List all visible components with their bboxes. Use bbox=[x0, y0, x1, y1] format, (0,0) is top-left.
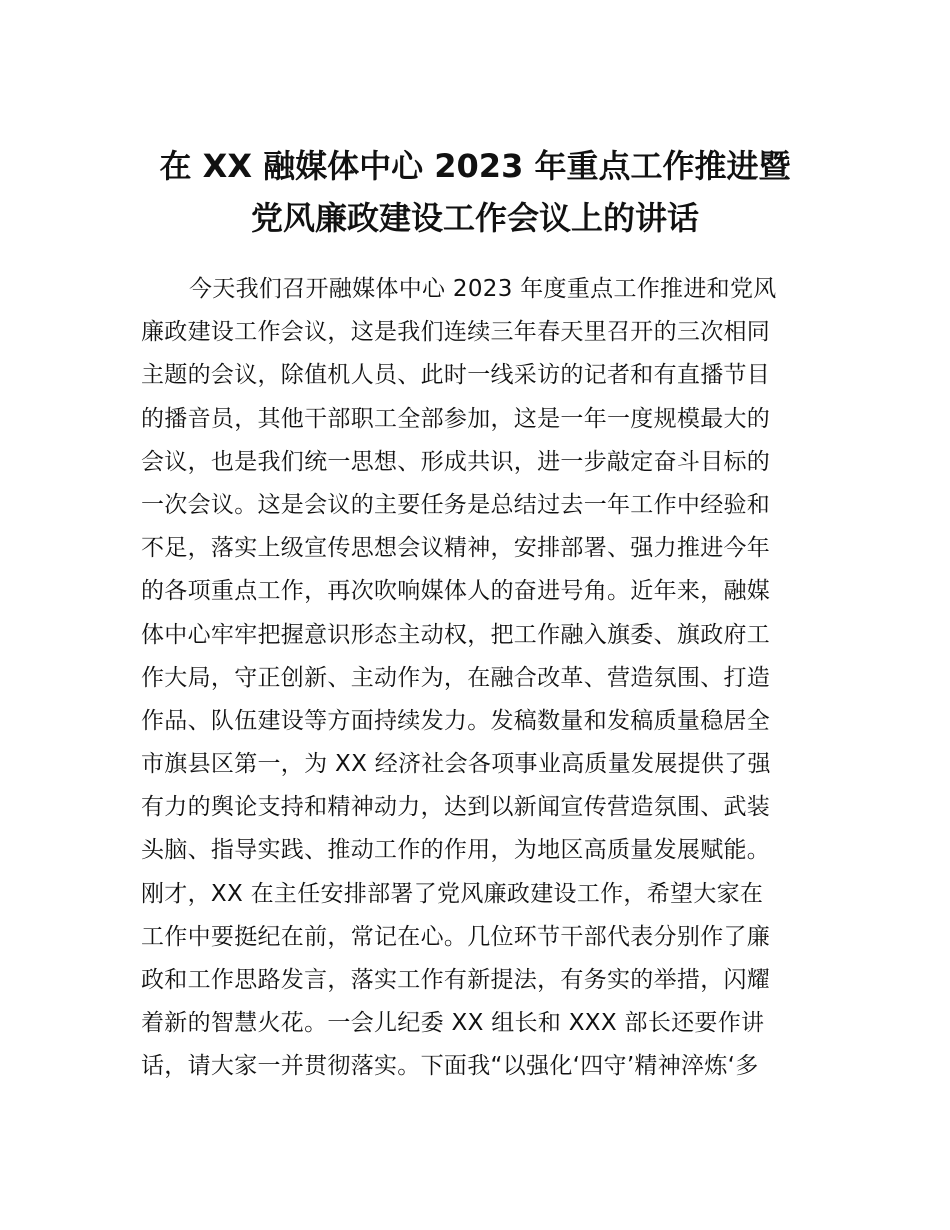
paragraph-line: 工作中要挺纪在前，常记在心。几位环节干部代表分别作了廉 bbox=[141, 923, 771, 950]
document-title-line-1: 在 XX 融媒体中心 2023 年重点工作推进暨 bbox=[159, 147, 791, 185]
paragraph-line: 头脑、指导实践、推动工作的作用，为地区高质量发展赋能。 bbox=[141, 837, 771, 864]
paragraph-line: 话，请大家一并贯彻落实。下面我“以强化‘四守’精神淬炼‘多 bbox=[141, 1053, 759, 1080]
paragraph-line: 作品、队伍建设等方面持续发力。发稿数量和发稿质量稳居全 bbox=[141, 707, 771, 734]
paragraph-line: 会议，也是我们统一思想、形成共识，进一步敲定奋斗目标的 bbox=[141, 448, 771, 475]
paragraph-line: 主题的会议，除值机人员、此时一线采访的记者和有直播节目 bbox=[141, 362, 771, 389]
document-body bbox=[141, 268, 821, 1089]
paragraph-line: 不足，落实上级宣传思想会议精神，安排部署、强力推进今年 bbox=[141, 535, 771, 562]
paragraph-line: 着新的智慧火花。一会儿纪委 XX 组长和 XXX 部长还要作讲 bbox=[141, 1010, 765, 1037]
paragraph-line: 刚才，XX 在主任安排部署了党风廉政建设工作，希望大家在 bbox=[141, 880, 764, 907]
paragraph-line: 市旗县区第一，为 XX 经济社会各项事业高质量发展提供了强 bbox=[141, 751, 771, 778]
paragraph-line: 的播音员，其他干部职工全部参加，这是一年一度规模最大的 bbox=[141, 405, 771, 432]
paragraph-line: 今天我们召开融媒体中心 2023 年度重点工作推进和党风 bbox=[189, 276, 777, 302]
paragraph-line: 一次会议。这是会议的主要任务是总结过去一年工作中经验和 bbox=[141, 491, 771, 518]
paragraph-line: 政和工作思路发言，落实工作有新提法，有务实的举措，闪耀 bbox=[141, 967, 771, 993]
paragraph-line: 体中心牢牢把握意识形态主动权，把工作融入旗委、旗政府工 bbox=[141, 621, 771, 648]
paragraph-line: 有力的舆论支持和精神动力，达到以新闻宣传营造氛围、武装 bbox=[141, 794, 771, 821]
paragraph-line: 廉政建设工作会议，这是我们连续三年春天里召开的三次相同 bbox=[141, 319, 771, 346]
document-title-line-2: 党风廉政建设工作会议上的讲话 bbox=[250, 199, 699, 237]
paragraph-line: 作大局，守正创新、主动作为，在融合改革、营造氛围、打造 bbox=[141, 664, 771, 691]
paragraph-line: 的各项重点工作，再次吹响媒体人的奋进号角。近年来，融媒 bbox=[141, 578, 771, 605]
